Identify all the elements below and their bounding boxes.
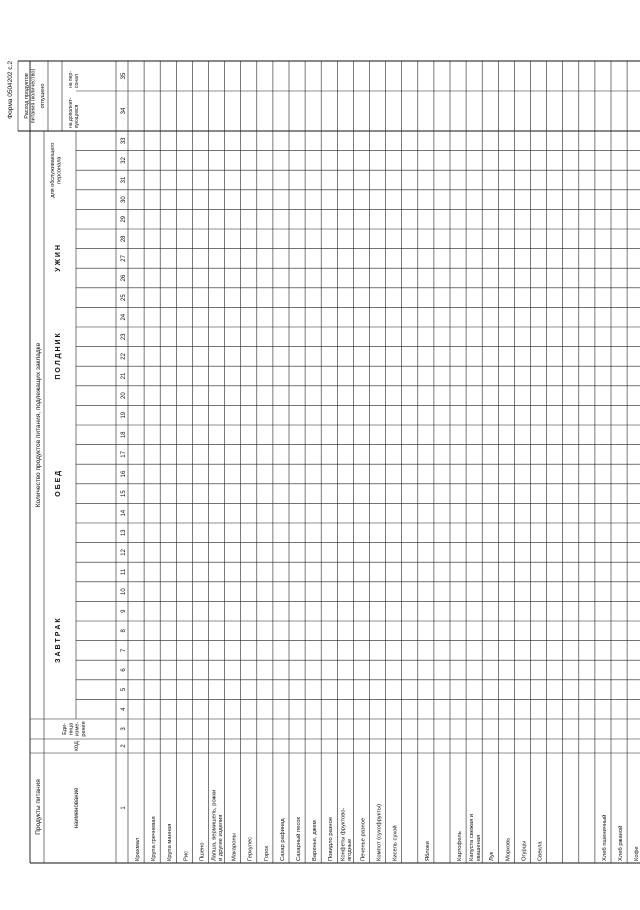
column-number: 3: [121, 727, 127, 731]
product-name: Повидло разное: [328, 816, 335, 861]
column-number: 19: [121, 411, 127, 419]
column-number: 10: [121, 588, 127, 595]
product-name: Капуста свежая иквашеная: [469, 813, 482, 861]
product-name: Варенье, джем: [312, 820, 319, 861]
column-number: 33: [121, 137, 127, 145]
product-name: Макароны: [231, 833, 238, 861]
product-name: Пшено: [199, 842, 206, 861]
column-number: 21: [121, 372, 127, 380]
product-name: Кисель сухой: [392, 825, 399, 861]
product-name: Горох: [263, 845, 270, 861]
product-name: Крупа гречневая: [151, 816, 158, 861]
meal-label: О Б Е Д: [55, 470, 62, 497]
code-label: код: [74, 741, 80, 751]
column-number: 14: [121, 509, 127, 517]
product-name: Сахар рафинад: [279, 818, 286, 861]
product-name: Сахарный песок: [296, 816, 302, 861]
column-number: 7: [121, 648, 127, 653]
column-number: 32: [121, 157, 127, 164]
expense-sub-label: отпущено: [40, 83, 46, 109]
product-name: Рис: [183, 850, 190, 861]
column-number: 4: [121, 707, 127, 711]
column-number: 8: [121, 629, 127, 633]
product-name: Огурцы: [521, 840, 528, 861]
column-number: 1: [121, 806, 127, 810]
product-name: Геркулес: [247, 836, 254, 861]
column-number: 26: [121, 274, 127, 282]
products-label: Продукты питания: [35, 779, 42, 835]
product-name: Печенье разное: [360, 817, 367, 861]
column-number: 12: [121, 549, 127, 556]
product-name: Конфеты фруктово-ягодные: [340, 807, 353, 861]
product-name: Кофе: [634, 846, 640, 861]
product-name: Хлеб ржаной: [618, 825, 624, 861]
unit-label: Еди-ницаизме-рения: [62, 721, 87, 737]
product-name: Хлеб пшеничный: [601, 814, 608, 861]
product-name: Крахмал: [135, 837, 141, 861]
product-name: Лук: [489, 851, 496, 861]
name-label: наименование: [74, 787, 80, 829]
form-landscape-group: [7, 37, 640, 863]
staff-label: для обслуживающегоперсонала: [50, 142, 63, 198]
column-number: 28: [121, 235, 127, 243]
expense-add-label: на дополнит-вующихся: [68, 97, 80, 128]
expense-label: Расход продуктовпитания (количество): [24, 68, 37, 124]
meal-label: З А В Т Р А К: [55, 618, 62, 663]
product-name: Картофель: [457, 831, 463, 861]
column-number: 9: [121, 609, 127, 613]
meal-label: П О Л Д Н И К: [55, 333, 62, 380]
column-number: 31: [121, 176, 127, 184]
column-number: 16: [121, 470, 127, 478]
product-name: Морковь: [505, 837, 512, 861]
column-number: 20: [121, 392, 127, 399]
column-number: 5: [121, 687, 127, 692]
form-label: Форма 0504202 с.2: [7, 61, 14, 119]
meal-label: У Ж И Н: [55, 245, 62, 272]
column-number: 15: [121, 490, 127, 497]
column-number: 22: [121, 353, 127, 360]
product-name: Компот (сухофрукты): [376, 803, 383, 861]
column-number: 17: [121, 451, 127, 458]
column-number: 29: [121, 215, 127, 223]
product-name: Лапша, вермишель, рожкии другие изделия: [211, 789, 225, 861]
column-number: 18: [121, 431, 127, 439]
product-name: Свекла: [537, 841, 544, 861]
quantity-label: Количество продуктов питания, подлежащих закладке: [35, 342, 42, 508]
column-number: 2: [121, 744, 127, 748]
column-number: 35: [121, 72, 127, 80]
column-number: 34: [121, 107, 127, 115]
column-number: 25: [121, 294, 127, 301]
column-number: 27: [121, 255, 127, 262]
product-name: Крупа манная: [167, 823, 174, 861]
expense-other-label: на пер-сонал: [68, 71, 80, 88]
column-number: 11: [121, 568, 127, 576]
column-number: 13: [121, 529, 127, 537]
column-number: 6: [121, 668, 127, 672]
column-number: 24: [121, 313, 127, 321]
column-number: 30: [121, 196, 127, 203]
column-number: 23: [121, 333, 127, 341]
product-name: Яблоки: [424, 841, 431, 861]
